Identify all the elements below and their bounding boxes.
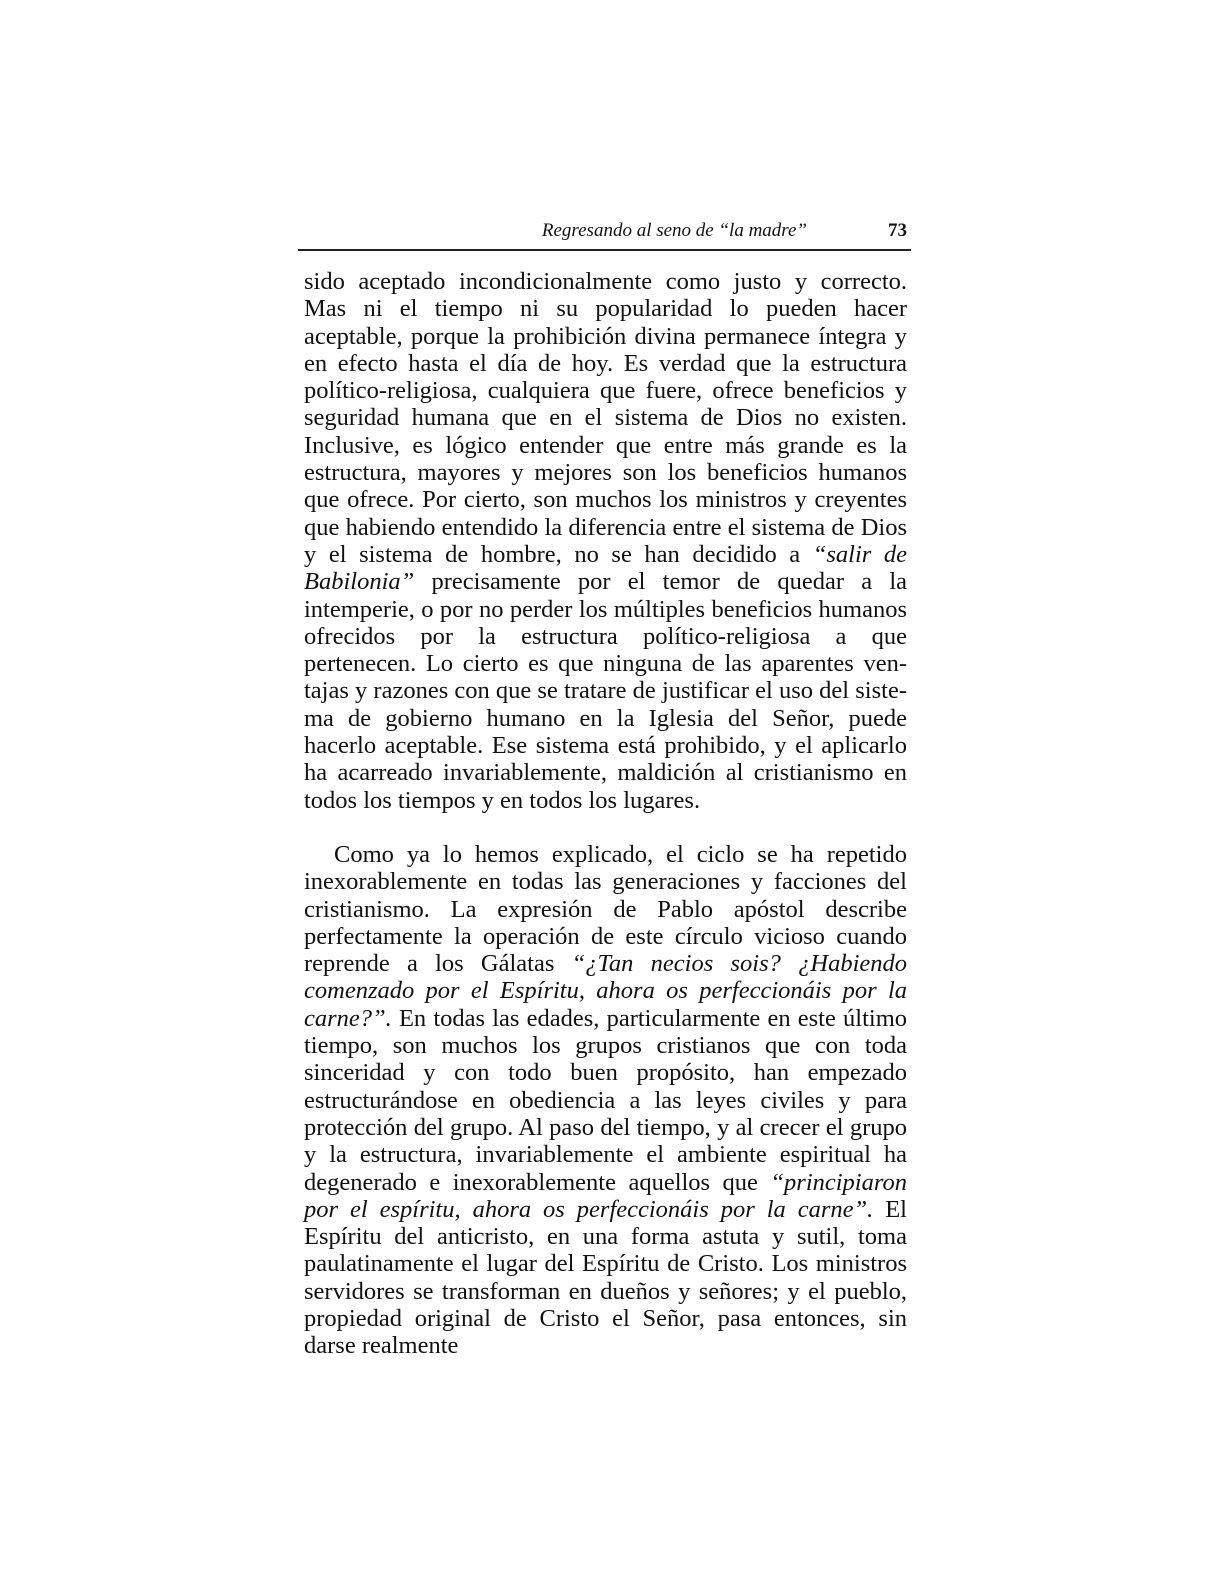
text-run: El Espíritu del anticristo, en una forma astuta y sutil, toma paulatinamente el lugar del Espíritu de Cristo. Los ministros servidores se transforman en dueños y señores; y el pueblo, propiedad original de Cristo el Señor, pasa entonces, sin darse realmente [304, 1195, 907, 1360]
text-run: sido aceptado incondicionalmente como justo y correcto. Mas ni el tiempo ni su popularidad lo pueden hacer aceptable, porque la prohibición divina permanece íntegra y en efecto hasta el día de hoy. Es verdad que la estructura político-religiosa, cualquiera que fuere, ofrece beneficios y seguridad humana que en el sistema de Dios no existen. Inclusive, es lógico entender que entre más grande es la estructura, mayores y mejores son los beneficios humanos que ofrece. Por cierto, son muchos los ministros y creyentes que habiendo entendido la diferencia entre el sistema de Dios y el sistema de hombre, no se han decidido a [304, 268, 907, 568]
text-run: precisamente por el temor de quedar a la intemperie, o por no perder los múltiples beneficios humanos ofrecidos por la estructura político-religiosa a que pertenecen. Lo cierto es que ninguna de las aparentes ventajas y razones con que se tratare de justificar el uso del sistema de gobierno humano en la Iglesia del Señor, puede hacerlo aceptable. Ese sistema está prohibido, y el aplicarlo ha acarreado invariablemente, maldición al cristianismo en todos los tiempos y en todos los lugares. [304, 568, 907, 814]
page-number: 73 [888, 220, 907, 241]
italic-quote: “salir de Babilonia” [304, 540, 908, 596]
text-run: Como ya lo hemos explicado, el ciclo se ha repetido inexorablemente en todas las generaciones y facciones del cristianismo. La expresión de Pablo apóstol describe perfectamente la operación de este círculo vicioso cuando reprende a los Gálatas [304, 840, 907, 978]
paragraph [304, 841, 907, 1360]
page-header [298, 218, 911, 251]
running-title: Regresando al seno de “la madre” [541, 220, 807, 241]
paragraph [304, 268, 907, 814]
body-text [304, 268, 907, 1360]
text-run: En todas las edades, particularmente en este último tiempo, son muchos los grupos cristianos que con toda sinceridad y con todo buen propósito, han empezado estructurándose en obediencia a las leyes civiles y para protección del grupo. Al paso del tiempo, y al crecer el grupo y la estructura, invariablemente el ambiente espiritual ha degenerado e inexorablemente aquellos que [304, 1004, 907, 1196]
italic-quote: “principiaron por el espíritu, ahora os perfeccionáis por la carne”. [304, 1168, 907, 1223]
italic-quote: “¿Tan necios sois? ¿Habiendo comenzado por el Espíritu, ahora os perfeccionáis por la carne?”. [304, 950, 907, 1032]
